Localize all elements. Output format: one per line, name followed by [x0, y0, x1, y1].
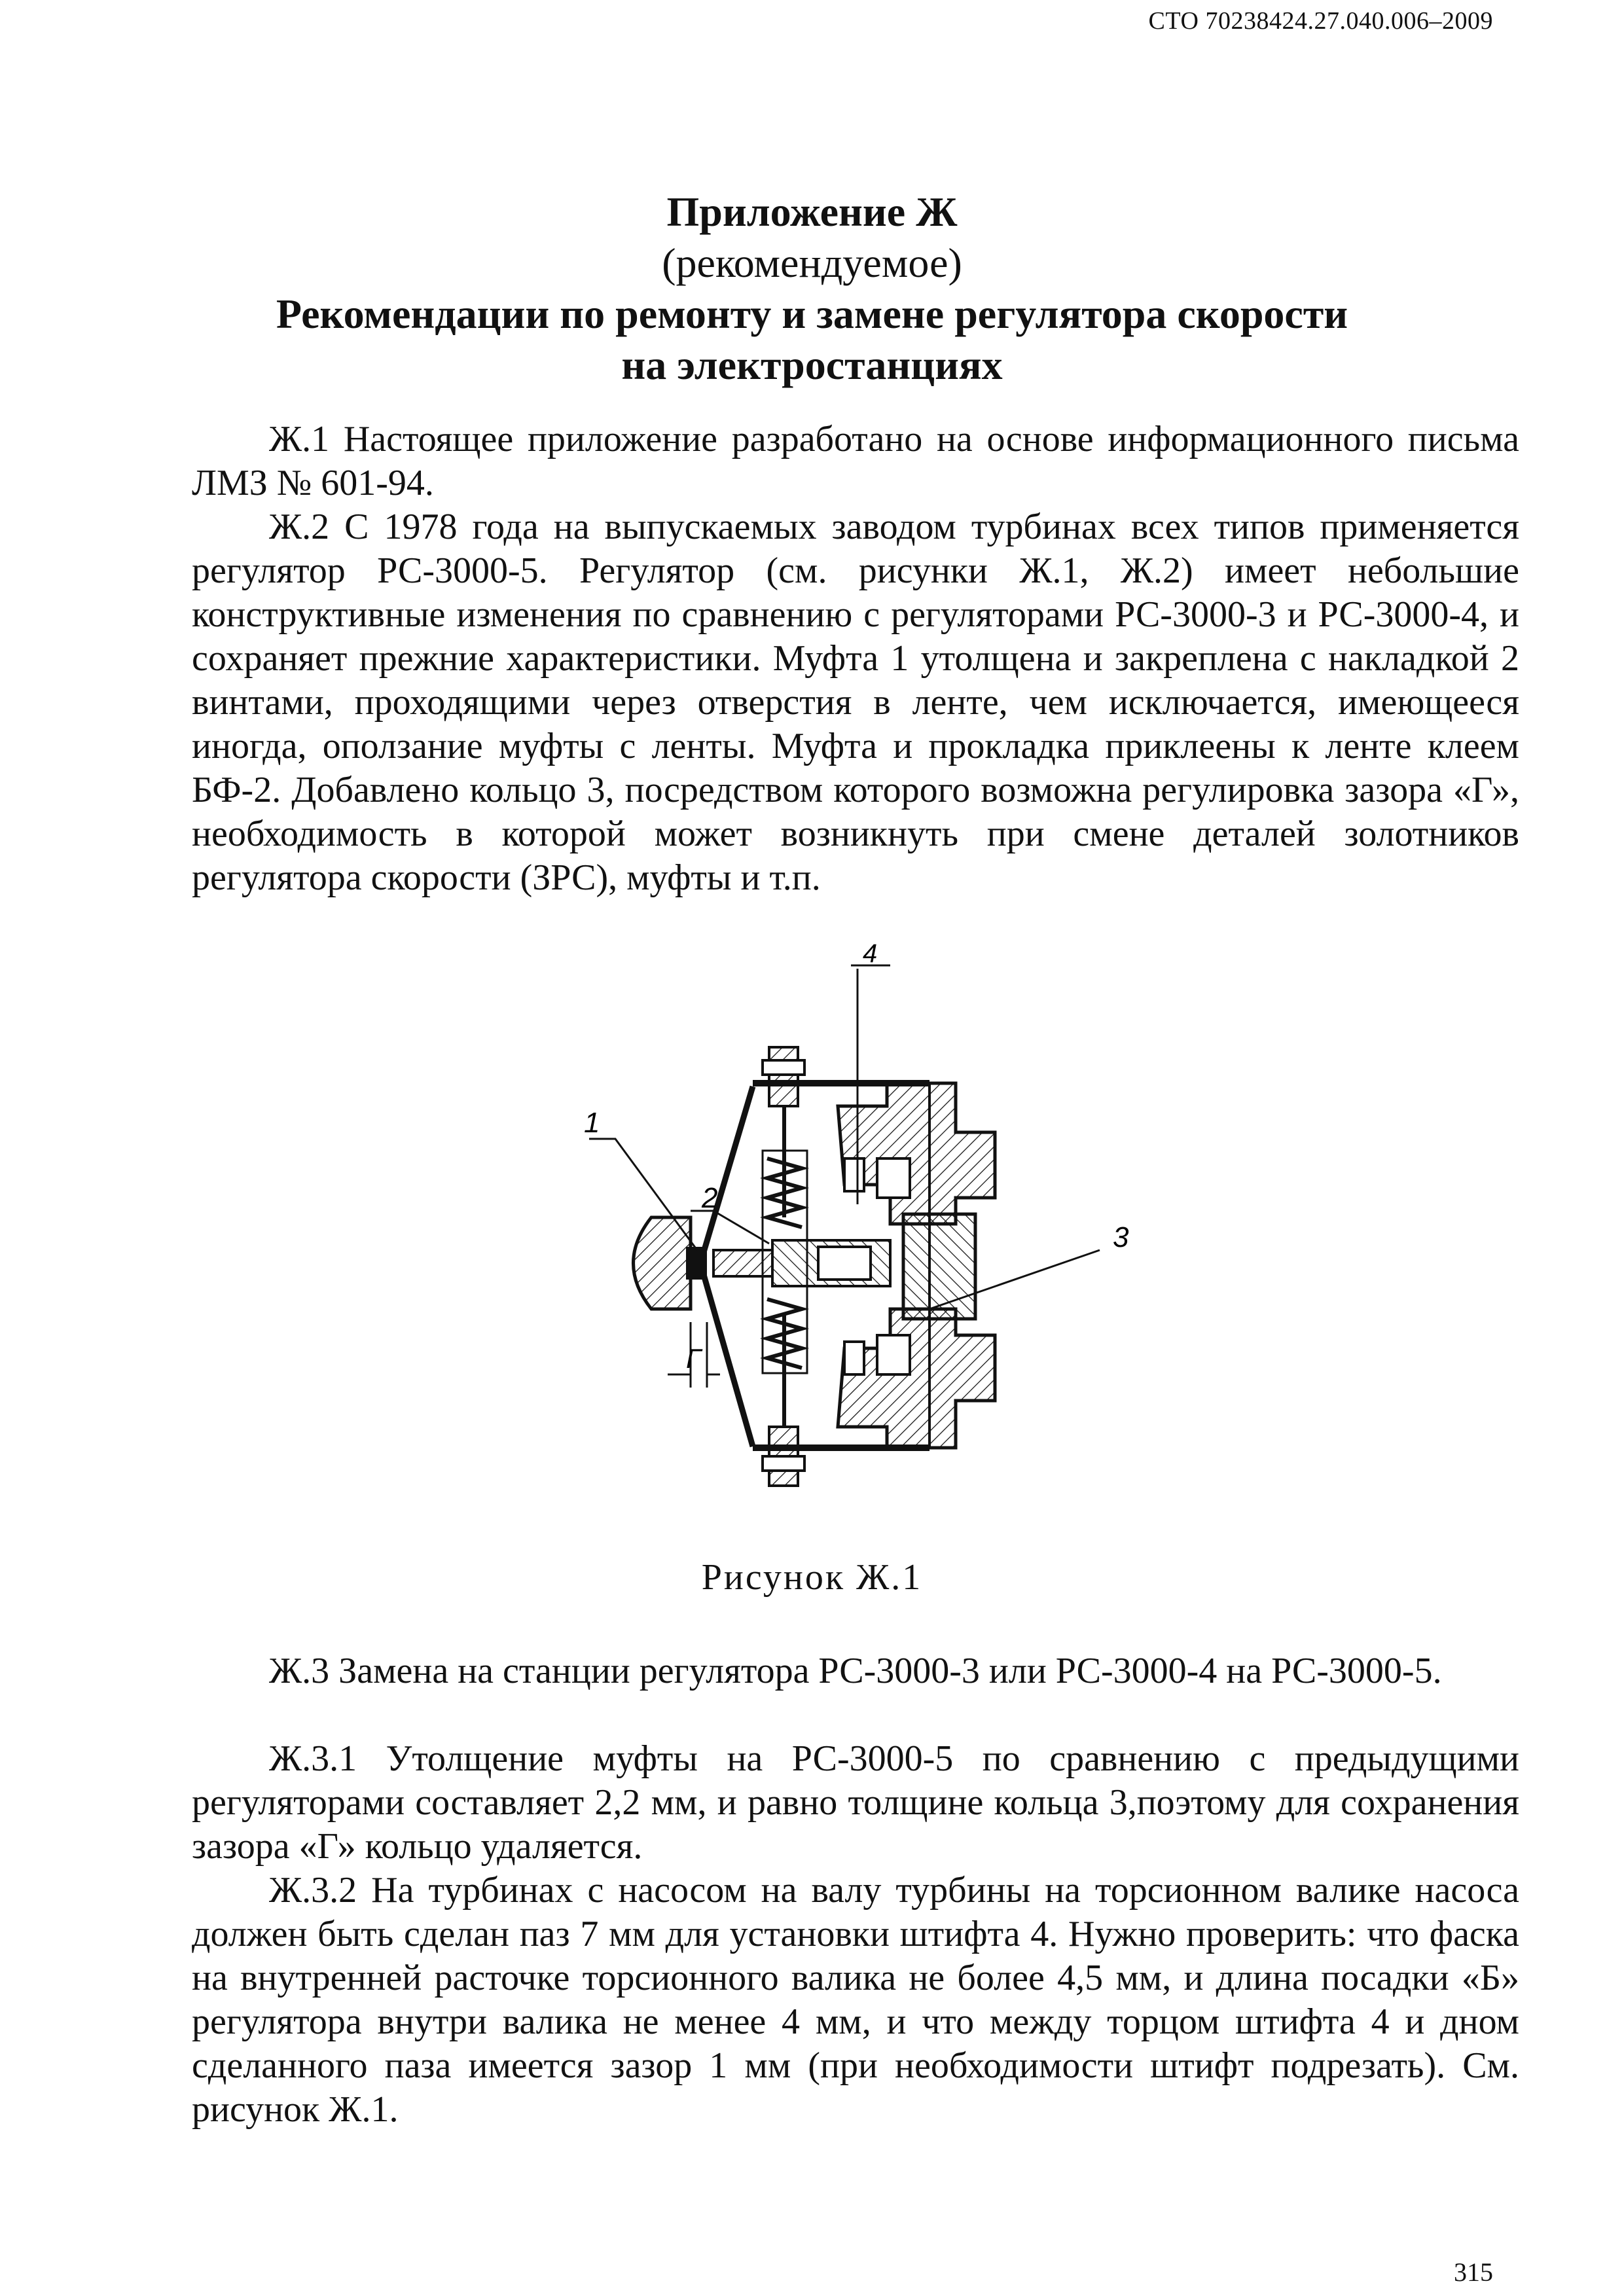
label-1: 1	[584, 1107, 600, 1139]
label-gap: Г	[686, 1343, 701, 1374]
appendix-heading: Рекомендации по ремонту и замене регулятора скорости на электростанциях	[276, 291, 1348, 388]
label-2: 2	[702, 1182, 718, 1214]
figure-caption: Рисунок Ж.1	[701, 1557, 923, 1598]
page-number: 315	[1454, 2257, 1493, 2287]
paragraph-zh1: Ж.1 Настоящее приложение разработано на основе информационного письма ЛМЗ № 601-94.	[192, 419, 1519, 503]
regulator-drawing	[537, 939, 1129, 1532]
label-4: 4	[863, 939, 878, 968]
paragraph-zh3-2: Ж.3.2 На турбинах с насосом на валу турбины на торсионном валике насоса должен быть сделан паз 7 мм для установки штифта 4. Нужно проверить: что фаска на внутренней расточке торсионного валика не более 4,5 мм, и длина посадки «Б» регулятора внутри валика не менее 4 мм, и что между торцом штифта 4 и дном сделанного паза имеется зазор 1 мм (при необходимости штифт подрезать). См. рисунок Ж.1.	[192, 1870, 1519, 2130]
paragraph-zh3: Ж.3 Замена на станции регулятора РС-3000-3 или РС-3000-4 на РС-3000-5.	[269, 1651, 1442, 1691]
figure-zh1	[537, 939, 1129, 1532]
appendix-title: Приложение Ж	[666, 188, 958, 235]
paragraph-zh2: Ж.2 С 1978 года на выпускаемых заводом турбинах всех типов применяется регулятор РС-3000-5. Регулятор (см. рисунки Ж.1, Ж.2) имеет небольшие конструктивные изменения по сравнению с регуляторами РС-3000-3 и РС-3000-4, и сохраняет прежние характеристики. Муфта 1 утолщена и закреплена с накладкой 2 винтами, проходящими через отверстия в ленте, чем исключается, имеющееся иногда, оползание муфты с ленты. Муфта и прокладка приклеены к ленте клеем БФ-2. Добавлено кольцо 3, посредством которого возможна регулировка зазора «Г», необходимость в которой может возникнуть при смене деталей золотников регулятора скорости (ЗРС), муфты и т.п.	[192, 507, 1519, 898]
coupling-1	[634, 1217, 708, 1309]
appendix-status: (рекомендуемое)	[662, 240, 962, 286]
label-3: 3	[1113, 1221, 1129, 1253]
paragraph-zh3-1: Ж.3.1 Утолщение муфты на РС-3000-5 по сравнению с предыдущими регуляторами составляет 2,2 мм, и равно толщине кольца 3,поэтому для сохранения зазора «Г» кольцо удаляется.	[192, 1738, 1519, 1867]
header-code: СТО 70238424.27.040.006–2009	[1148, 7, 1493, 35]
title-block	[0, 187, 1624, 391]
central-shaft	[713, 1240, 890, 1286]
